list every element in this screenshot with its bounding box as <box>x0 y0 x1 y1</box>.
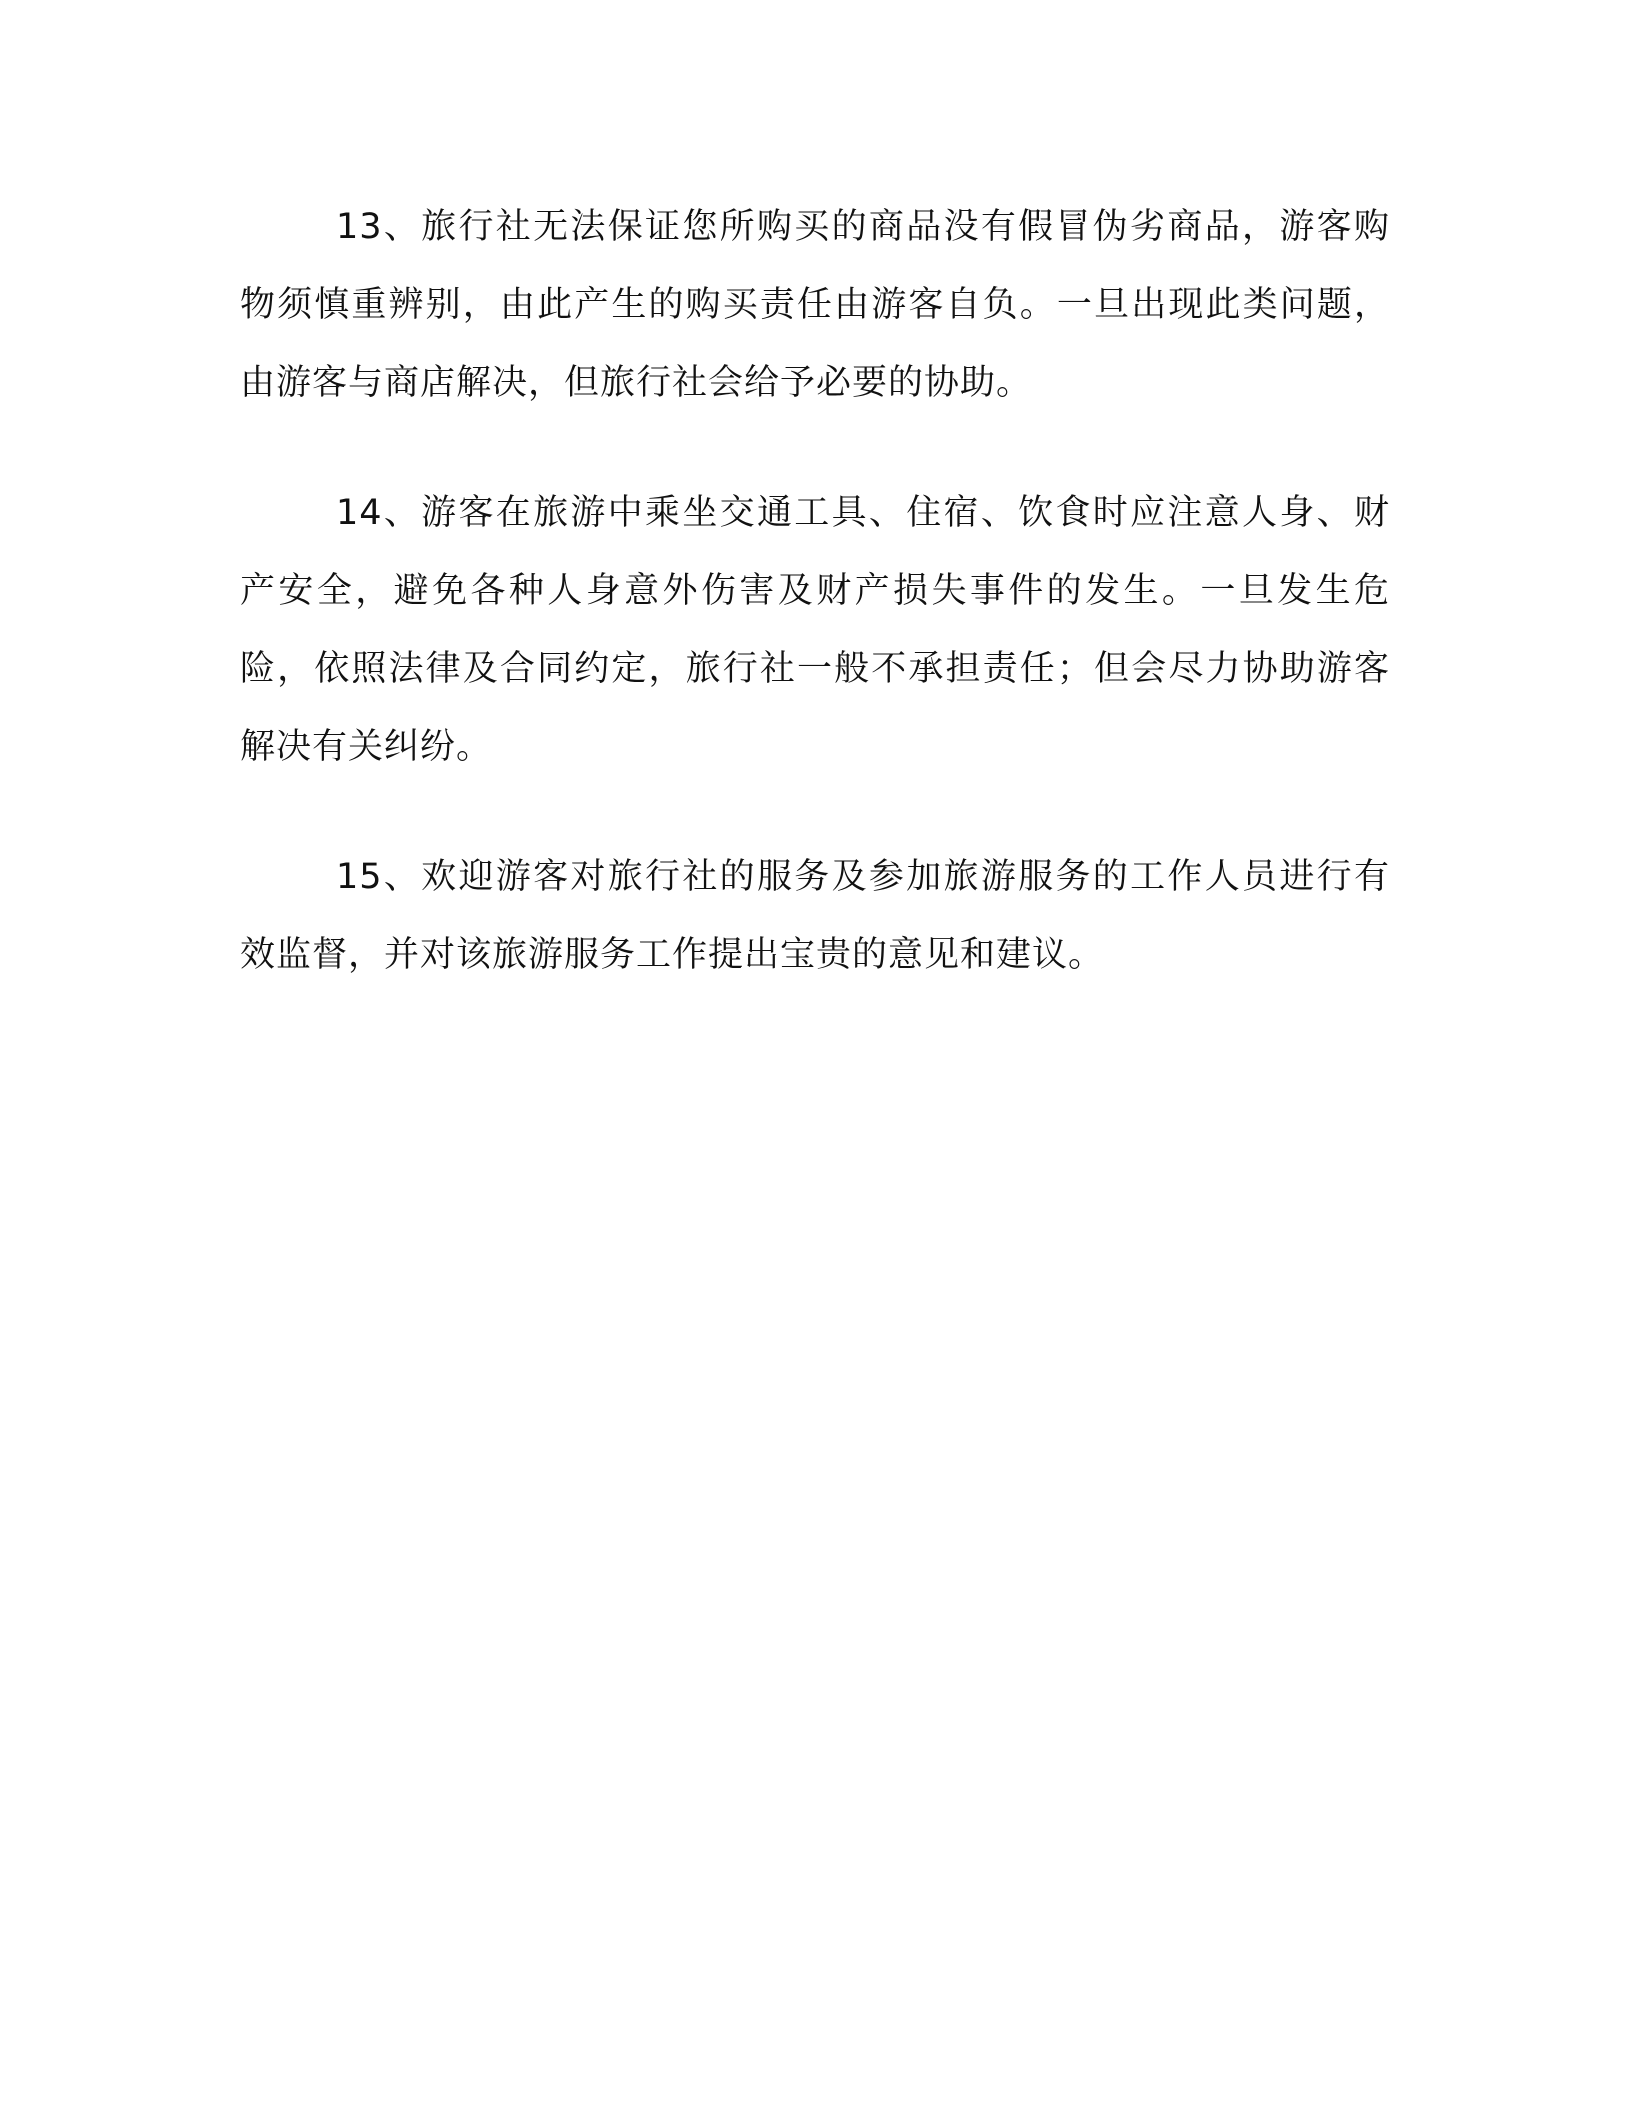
document-body <box>240 188 1390 1046</box>
paragraph-13: 13、旅行社无法保证您所购买的商品没有假冒伪劣商品，游客购物须慎重辨别，由此产生的购买责任由游客自负。一旦出现此类问题，由游客与商店解决，但旅行社会给予必要的协助。 <box>240 207 1390 403</box>
paragraph-14: 14、游客在旅游中乘坐交通工具、住宿、饮食时应注意人身、财产安全，避免各种人身意外伤害及财产损失事件的发生。一旦发生危险，依照法律及合同约定，旅行社一般不承担责任；但会尽力协助游客解决有关纠纷。 <box>240 493 1390 767</box>
paragraph-15: 15、欢迎游客对旅行社的服务及参加旅游服务的工作人员进行有效监督，并对该旅游服务工作提出宝贵的意见和建议。 <box>240 857 1390 975</box>
